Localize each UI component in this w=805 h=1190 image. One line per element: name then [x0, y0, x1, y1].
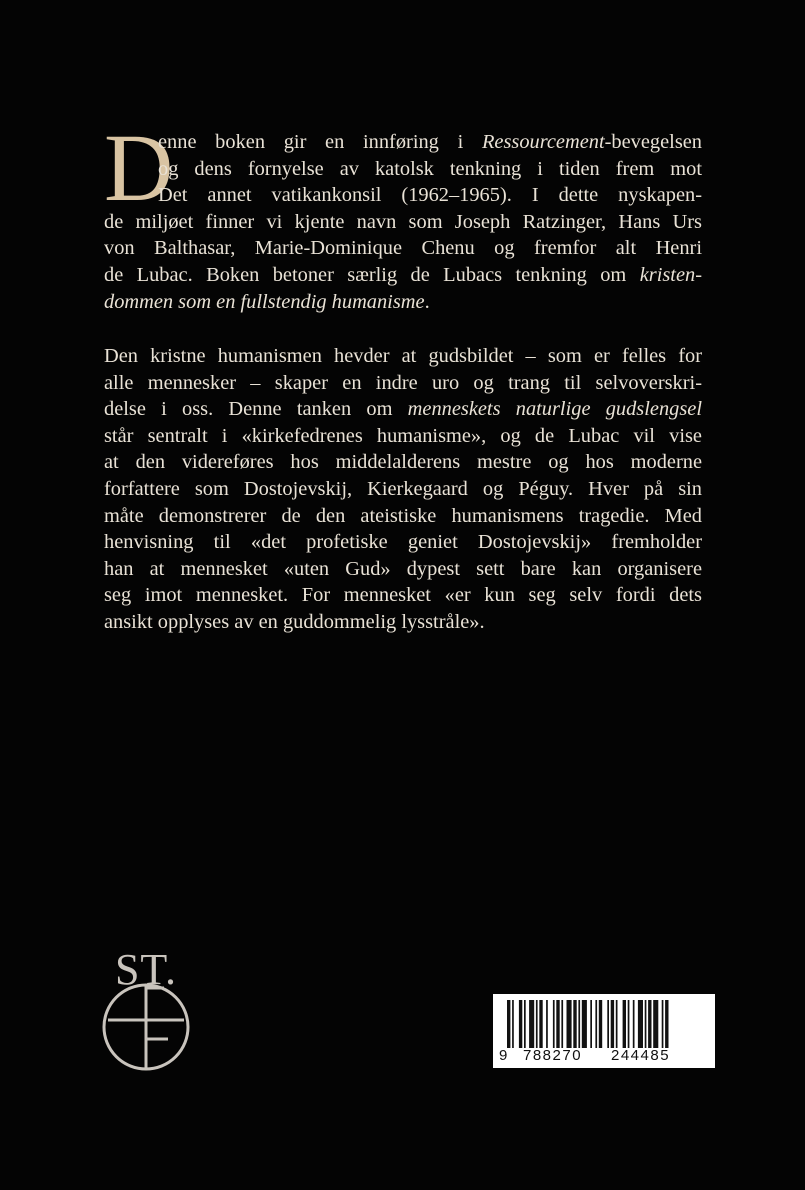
- barcode-bar: [638, 1000, 643, 1048]
- text-line: han at mennesket «uten Gud» dypest sett bare kan organisere: [104, 557, 702, 580]
- barcode-bar: [582, 1000, 587, 1048]
- barcode-bar: [507, 1000, 510, 1048]
- text-line: Det annet vatikankonsil (1962–1965). I dette nyskapen-: [158, 184, 702, 207]
- barcode-bar: [623, 1000, 626, 1048]
- barcode-digit-group-1: 788270: [523, 1047, 583, 1064]
- barcode-bar: [567, 1000, 572, 1048]
- publisher-logo: [98, 944, 194, 1074]
- barcode-bar: [519, 1000, 522, 1048]
- barcode-bar: [611, 1000, 614, 1048]
- barcode-bar: [539, 1000, 542, 1048]
- text-line: alle mennesker – skaper en indre uro og trang til selvoverskri-: [104, 371, 702, 394]
- publisher-logo-icon: [98, 944, 194, 1074]
- text-line: henvisning til «det profetiske geniet Dostojevskij» fremholder: [104, 531, 702, 554]
- text-line: von Balthasar, Marie-Dominique Chenu og fremfor alt Henri: [104, 237, 702, 260]
- text-line: Den kristne humanismen hevder at gudsbildet – som er felles for: [104, 345, 702, 367]
- text-line: og dens fornyelse av katolsk tenkning i tiden frem mot: [158, 157, 702, 180]
- barcode-digit-group-2: 244485: [611, 1047, 671, 1064]
- text-line: delse i oss. Denne tanken om menneskets naturlige gudslengsel: [104, 398, 703, 421]
- text-line: står sentralt i «kirkefedrenes humanisme», og de Lubac vil vise: [104, 424, 702, 447]
- svg-text:ST.: ST.: [114, 945, 178, 994]
- drop-cap: D: [104, 114, 174, 221]
- barcode-bar: [645, 1000, 647, 1048]
- barcode-bar: [524, 1000, 526, 1048]
- barcode-bar: [553, 1000, 555, 1048]
- barcode-bar: [633, 1000, 635, 1048]
- text-line: dommen som en fullstendig humanisme.: [104, 290, 430, 313]
- barcode-bar: [561, 1000, 563, 1048]
- barcode-bar: [536, 1000, 538, 1048]
- text-line: at den videreføres hos middelalderens mestre og hos moderne: [104, 451, 702, 474]
- text-line: forfattere som Dostojevskij, Kierkegaard og Péguy. Hver på sin: [104, 477, 702, 500]
- paragraph-intro: [104, 129, 702, 315]
- barcode-bar: [628, 1000, 630, 1048]
- barcode-bars: [493, 994, 715, 1050]
- text-line: ansikt opplyses av en guddommelig lysstråle».: [104, 610, 485, 633]
- barcode-bar: [616, 1000, 618, 1048]
- barcode-bar: [665, 1000, 668, 1048]
- barcode-bar: [546, 1000, 548, 1048]
- barcode-bar: [512, 1000, 514, 1048]
- isbn-barcode: [493, 994, 715, 1068]
- text-line: enne boken gir en innføring i Ressourcement-bevegelsen: [158, 131, 702, 153]
- text-line: de Lubac. Boken betoner særlig de Lubacs tenkning om kristen-: [104, 263, 702, 286]
- barcode-bar: [529, 1000, 534, 1048]
- text-line: seg imot mennesket. For mennesket «er kun seg selv fordi dets: [104, 584, 702, 607]
- paragraph-humanism: [104, 343, 702, 636]
- barcode-bar: [595, 1000, 597, 1048]
- barcode-bar: [607, 1000, 609, 1048]
- barcode-bar: [578, 1000, 580, 1048]
- barcode-bar: [573, 1000, 576, 1048]
- barcode-bar: [648, 1000, 651, 1048]
- text-line: de miljøet finner vi kjente navn som Joseph Ratzinger, Hans Urs: [104, 210, 702, 233]
- barcode-digits: [493, 1047, 715, 1065]
- barcode-bar: [599, 1000, 602, 1048]
- barcode-bar: [590, 1000, 592, 1048]
- barcode-bar: [556, 1000, 559, 1048]
- text-line: måte demonstrerer de den ateistiske humanismens tragedie. Med: [104, 504, 702, 527]
- barcode-bar: [653, 1000, 658, 1048]
- barcode-bar: [662, 1000, 664, 1048]
- barcode-digit-first: 9: [499, 1047, 508, 1064]
